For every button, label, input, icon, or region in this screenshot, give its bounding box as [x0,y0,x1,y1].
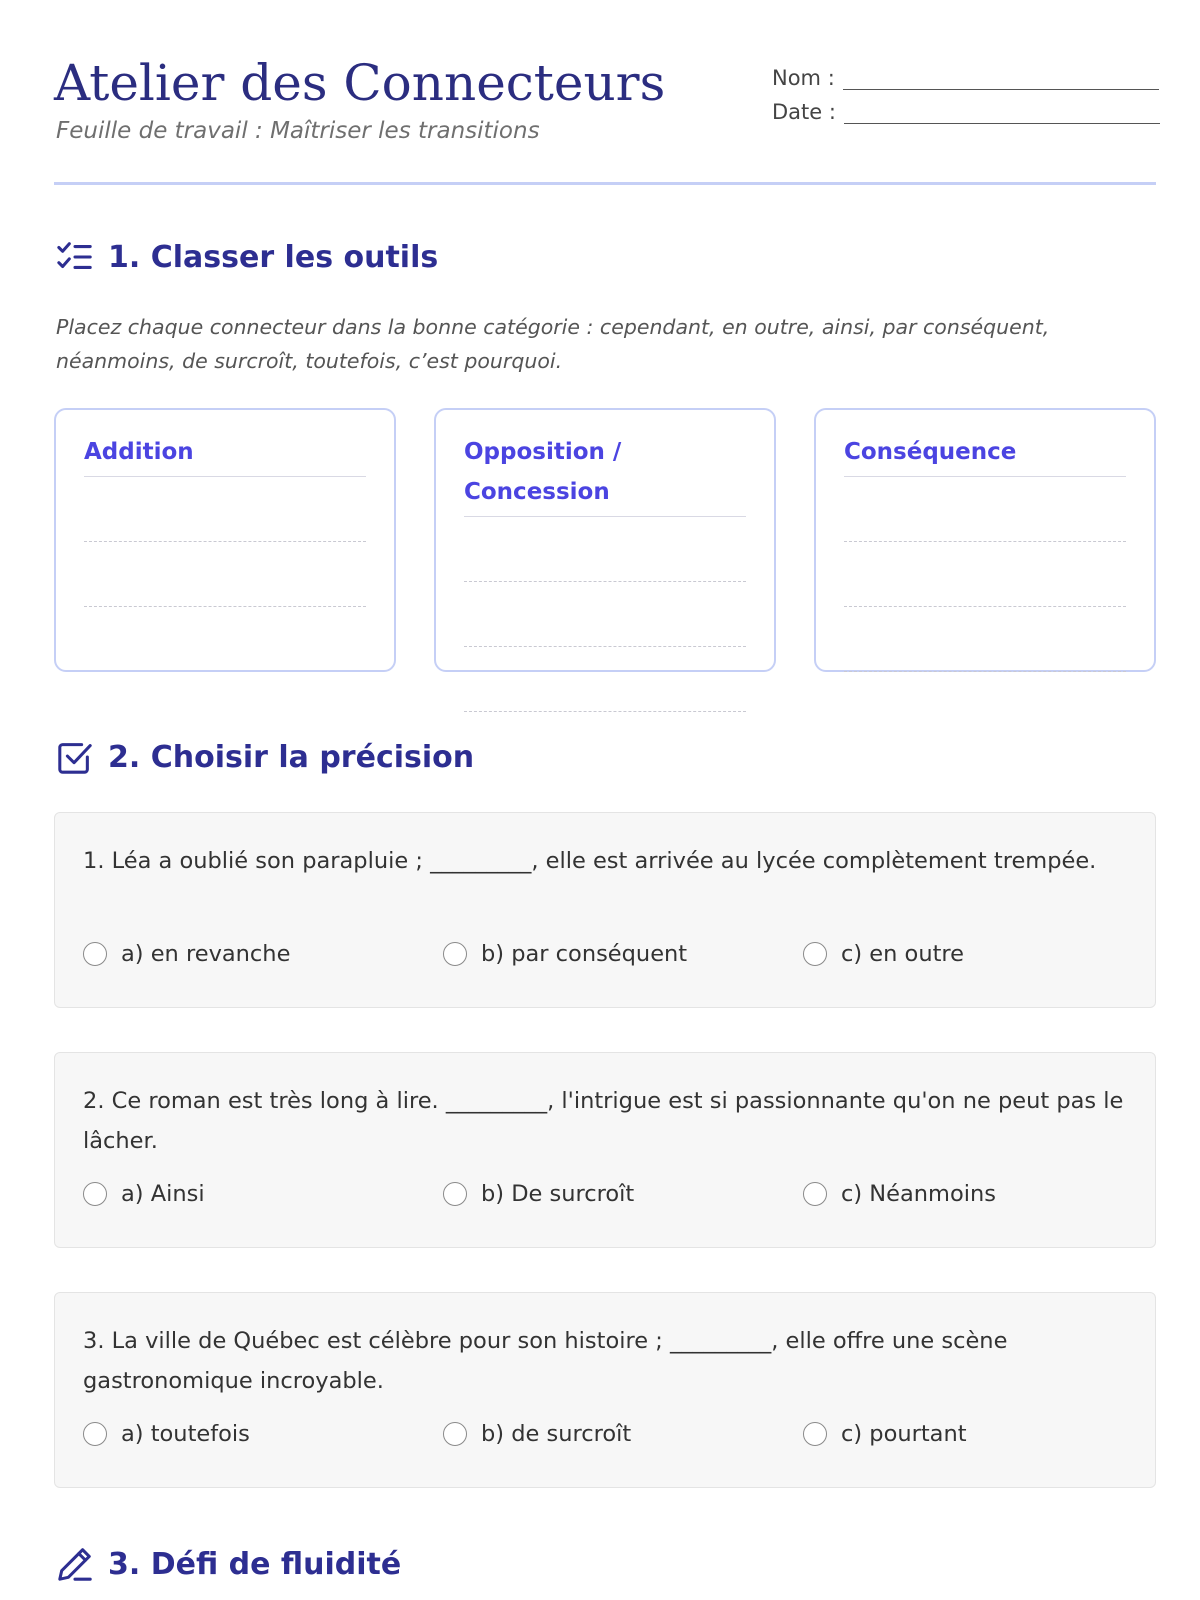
date-label: Date : [772,100,836,124]
checkbox-icon [56,738,94,776]
option-label: a) toutefois [121,1421,250,1447]
date-field[interactable] [844,103,1160,124]
answer-line[interactable] [464,647,746,712]
radio-button[interactable] [803,942,827,966]
category-title: Addition [84,432,366,477]
section-1-header [56,238,438,276]
section-2-title: 2. Choisir la précision [108,739,475,775]
student-fields [772,56,1160,124]
question-card [54,1292,1156,1488]
radio-button[interactable] [83,1422,107,1446]
section-2-header [56,738,474,776]
radio-button[interactable] [443,1422,467,1446]
answer-options [83,1181,1127,1217]
option-label: a) en revanche [121,941,291,967]
category-box-opposition [434,408,776,672]
question-card [54,1052,1156,1248]
option-label: a) Ainsi [121,1181,205,1207]
section-1-instruction: Placez chaque connecteur dans la bonne catégorie : cependant, en outre, ainsi, par conséquent, néanmoins, de surcroît, toutefois, c’est pourquoi. [56,315,1050,373]
answer-line[interactable] [84,477,366,542]
page-title: Atelier des Connecteurs [54,54,666,112]
page-subtitle: Feuille de travail : Maîtriser les transitions [56,118,540,144]
option-label: c) Néanmoins [841,1181,996,1207]
category-box-consequence [814,408,1156,672]
radio-button[interactable] [443,1182,467,1206]
section-3-header [56,1545,401,1583]
question-text: 3. La ville de Québec est célèbre pour son histoire ; _________, elle offre une scène gastronomique incroyable. [83,1328,1008,1394]
option-label: b) par conséquent [481,941,688,967]
option-b[interactable] [443,1181,634,1207]
name-label: Nom : [772,66,835,90]
option-c[interactable] [803,941,964,967]
answer-options [83,941,1127,977]
option-label: c) en outre [841,941,965,967]
option-a[interactable] [83,1421,250,1447]
section-3-title: 3. Défi de fluidité [108,1546,402,1582]
answer-line[interactable] [844,477,1126,542]
radio-button[interactable] [83,942,107,966]
radio-button[interactable] [803,1182,827,1206]
option-c[interactable] [803,1421,967,1447]
date-field-row [772,90,1160,124]
question-text: 2. Ce roman est très long à lire. _________, l'intrigue est si passionnante qu'on ne peut pas le lâcher. [83,1088,1124,1154]
name-field-row [772,56,1160,90]
answer-line[interactable] [84,542,366,607]
pencil-icon [56,1545,94,1583]
section-1-title: 1. Classer les outils [108,239,439,275]
answer-options [83,1421,1127,1457]
option-c[interactable] [803,1181,996,1207]
option-a[interactable] [83,1181,205,1207]
radio-button[interactable] [443,942,467,966]
option-a[interactable] [83,941,290,967]
option-label: b) De surcroît [481,1181,635,1207]
answer-line[interactable] [844,542,1126,607]
category-box-addition [54,408,396,672]
answer-line[interactable] [464,517,746,582]
option-label: b) de surcroît [481,1421,632,1447]
question-text: 1. Léa a oublié son parapluie ; _________, elle est arrivée au lycée complètement trempée. [83,848,1097,874]
option-b[interactable] [443,1421,631,1447]
answer-line[interactable] [844,607,1126,672]
option-label: c) pourtant [841,1421,967,1447]
checklist-icon [56,238,94,276]
category-title: Conséquence [844,432,1126,477]
question-card [54,812,1156,1008]
header-divider [54,182,1156,185]
answer-line[interactable] [464,582,746,647]
category-title: Opposition / Concession [464,432,746,517]
name-field[interactable] [843,69,1159,90]
option-b[interactable] [443,941,687,967]
radio-button[interactable] [803,1422,827,1446]
radio-button[interactable] [83,1182,107,1206]
